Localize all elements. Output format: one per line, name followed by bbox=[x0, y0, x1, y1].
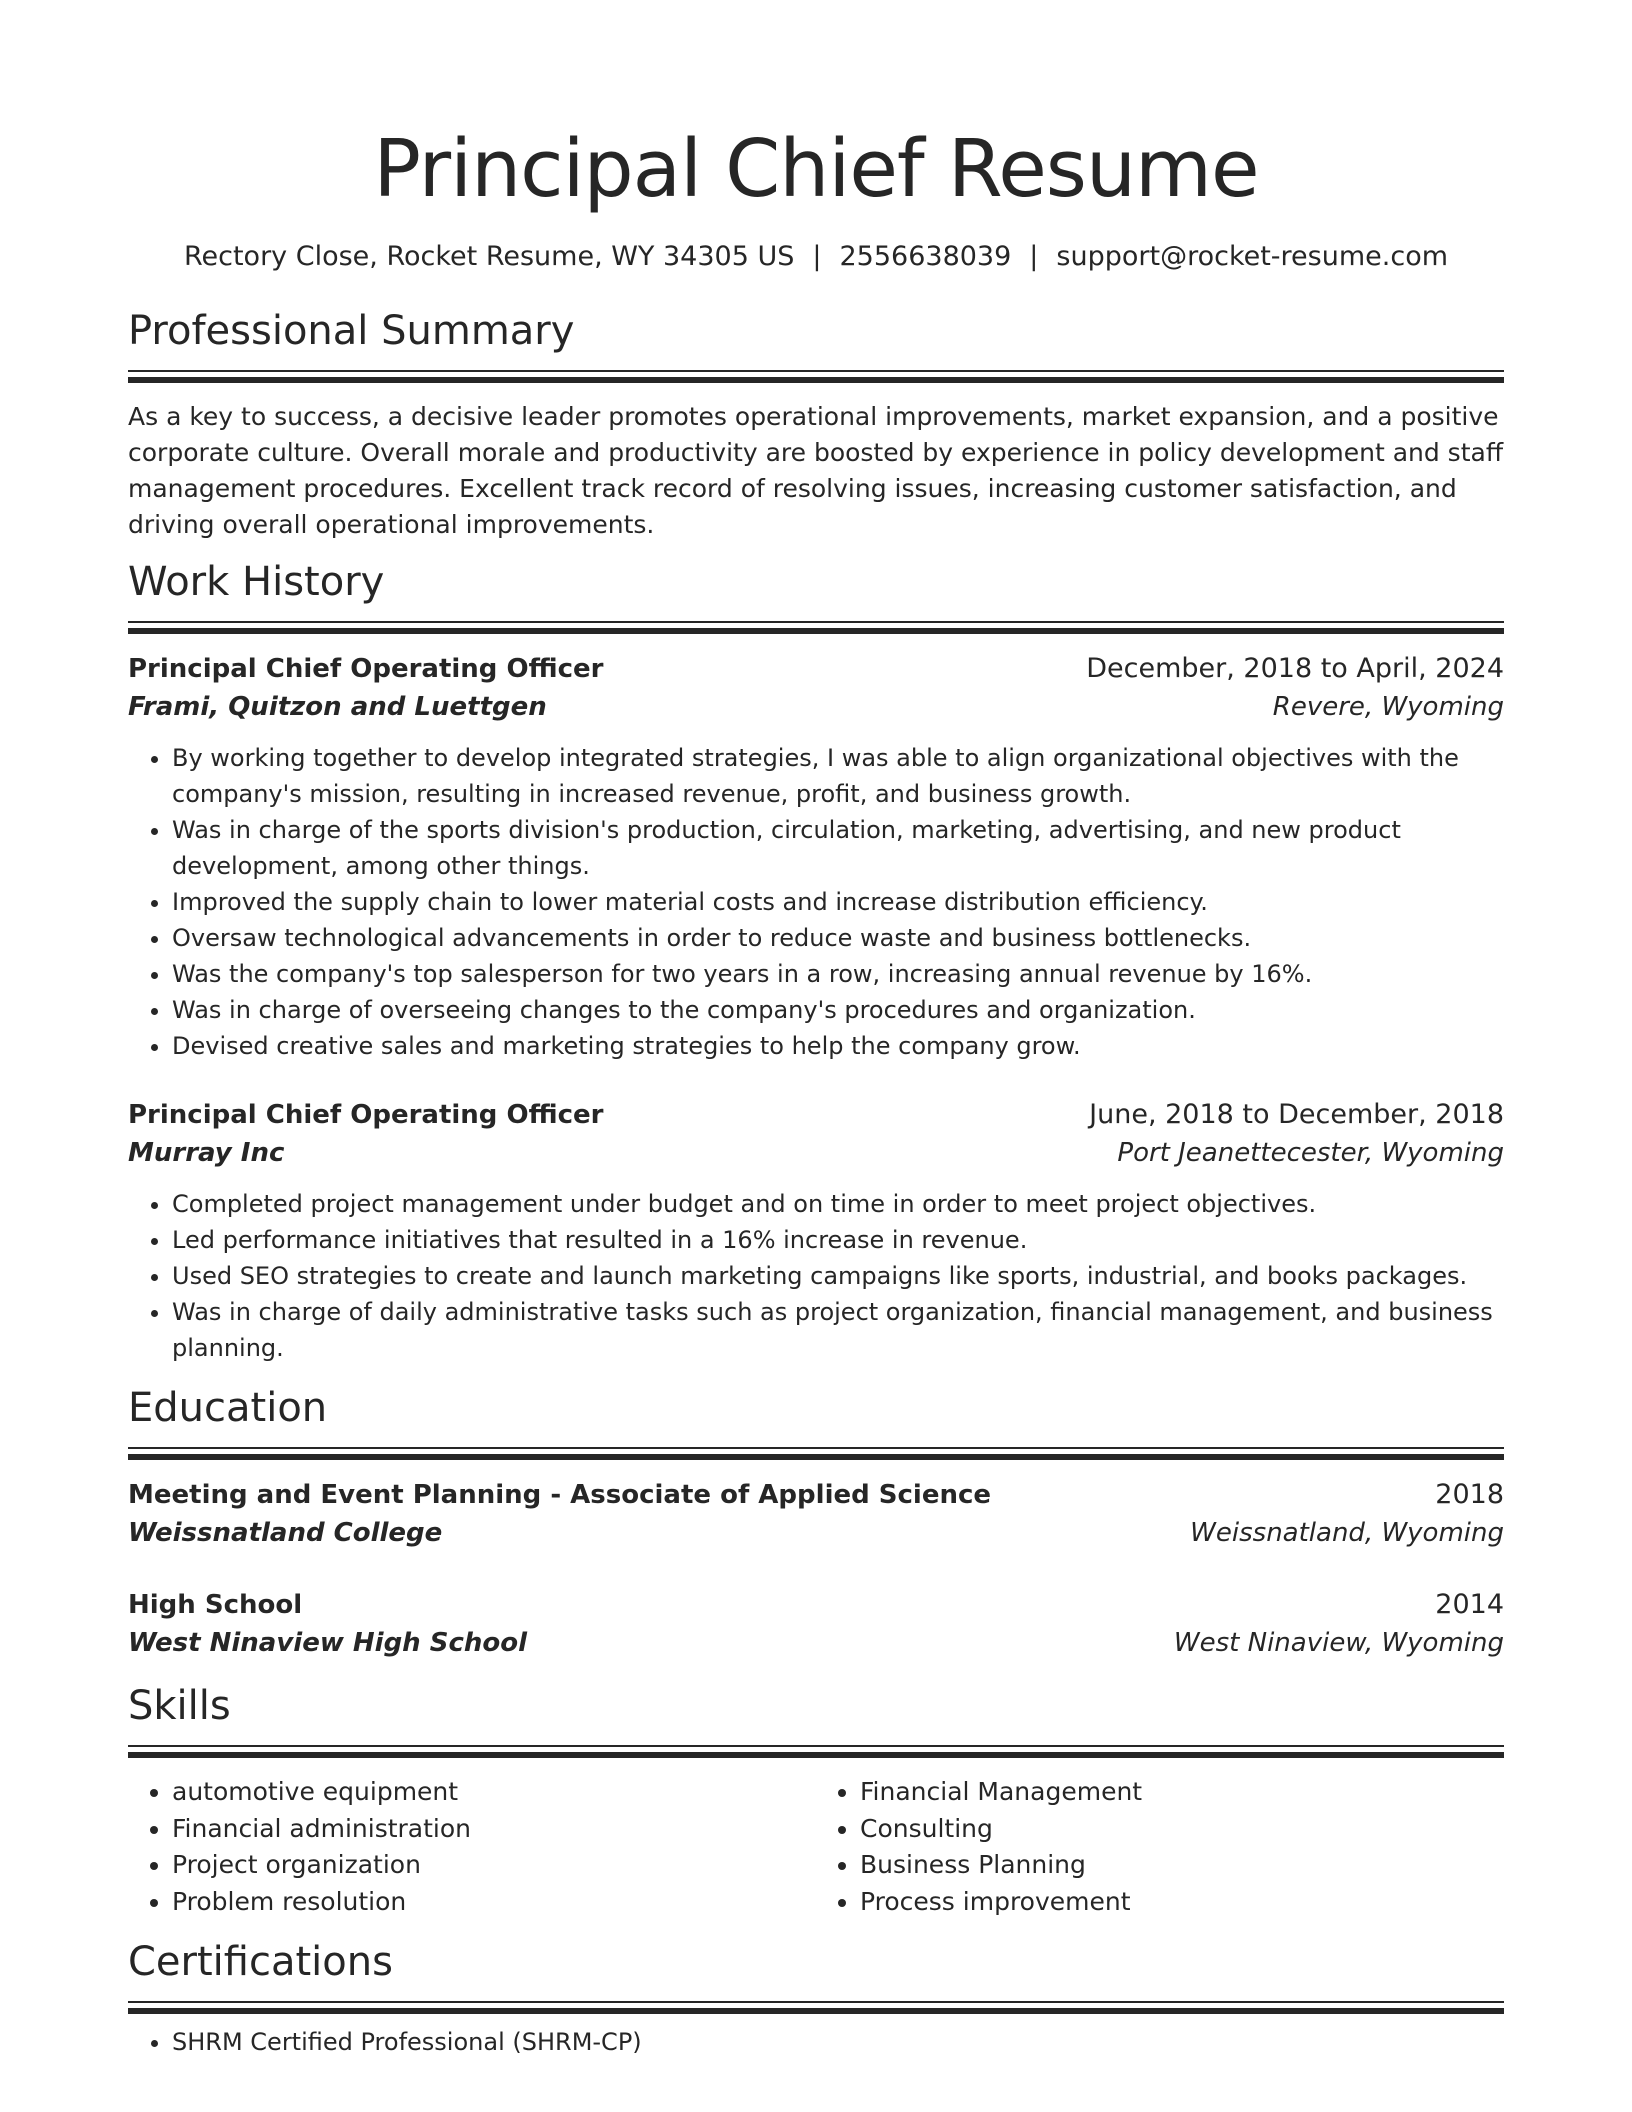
school-location: West Ninaview, Wyoming bbox=[1173, 1628, 1504, 1658]
skill-item: • Financial administration bbox=[172, 1811, 816, 1848]
contact-phone: 2556638039 bbox=[839, 241, 1012, 272]
certifications-section bbox=[128, 1938, 1504, 2060]
summary-section bbox=[128, 307, 1504, 543]
work-history-section bbox=[128, 558, 1504, 1366]
skill-item: • Consulting bbox=[860, 1811, 1504, 1848]
section-divider bbox=[128, 621, 1504, 634]
job-title: Principal Chief Operating Officer bbox=[128, 654, 604, 684]
school-name: West Ninaview High School bbox=[128, 1628, 528, 1658]
skill-item: • Process improvement bbox=[860, 1884, 1504, 1921]
skills-section bbox=[128, 1682, 1504, 1920]
list-item: • Completed project management under budget and on time in order to meet project objectives. bbox=[172, 1186, 1504, 1222]
list-item: • Oversaw technological advancements in order to reduce waste and business bottlenecks. bbox=[172, 920, 1504, 956]
school-name: Weissnatland College bbox=[128, 1518, 443, 1548]
job-location: Port Jeanettecester, Wyoming bbox=[1117, 1138, 1504, 1168]
section-title: Certifications bbox=[128, 1939, 393, 1985]
job-company: Frami, Quitzon and Luettgen bbox=[128, 692, 547, 722]
skills-list-left bbox=[128, 1774, 816, 1920]
section-divider bbox=[128, 1745, 1504, 1758]
resume-name: Principal Chief Resume bbox=[373, 123, 1259, 215]
education-year: 2014 bbox=[1435, 1589, 1504, 1620]
job-entry bbox=[128, 650, 1504, 1064]
section-divider bbox=[128, 2001, 1504, 2014]
list-item: • Devised creative sales and marketing strategies to help the company grow. bbox=[172, 1028, 1504, 1064]
section-title: Work History bbox=[128, 559, 385, 605]
degree-title: Meeting and Event Planning - Associate of Applied Science bbox=[128, 1480, 992, 1510]
job-bullets bbox=[128, 1186, 1504, 1366]
job-bullets bbox=[128, 740, 1504, 1064]
list-item: • Used SEO strategies to create and launch marketing campaigns like sports, industrial, and books packages. bbox=[172, 1258, 1504, 1294]
job-title: Principal Chief Operating Officer bbox=[128, 1100, 604, 1130]
section-title: Skills bbox=[128, 1683, 231, 1729]
list-item: • Led performance initiatives that resulted in a 16% increase in revenue. bbox=[172, 1222, 1504, 1258]
list-item: • Was in charge of the sports division's production, circulation, marketing, advertising, and new product development, among other things. bbox=[172, 812, 1504, 884]
degree-title: High School bbox=[128, 1590, 303, 1620]
school-location: Weissnatland, Wyoming bbox=[1190, 1518, 1504, 1548]
contact-line bbox=[128, 239, 1504, 275]
job-location: Revere, Wyoming bbox=[1272, 692, 1504, 722]
list-item: • Was in charge of overseeing changes to the company's procedures and organization. bbox=[172, 992, 1504, 1028]
job-dates: June, 2018 to December, 2018 bbox=[1089, 1099, 1504, 1130]
education-section bbox=[128, 1384, 1504, 1662]
section-title: Professional Summary bbox=[128, 308, 575, 354]
contact-email: support@rocket-resume.com bbox=[1056, 241, 1449, 272]
contact-separator: | bbox=[812, 241, 822, 272]
certifications-list bbox=[128, 2024, 1504, 2060]
list-item: • Improved the supply chain to lower material costs and increase distribution efficiency. bbox=[172, 884, 1504, 920]
section-divider bbox=[128, 1447, 1504, 1460]
education-entry bbox=[128, 1586, 1504, 1662]
summary-text: As a key to success, a decisive leader promotes operational improvements, market expansion, and a positive corporate culture. Overall morale and productivity are boosted by experience in policy development and staff management procedures. Excellent track record of resolving issues, increasing customer satisfaction, and driving overall operational improvements. bbox=[128, 402, 1504, 539]
section-title: Education bbox=[128, 1385, 328, 1431]
skills-list-right bbox=[816, 1774, 1504, 1920]
list-item: • Was the company's top salesperson for two years in a row, increasing annual revenue by 16%. bbox=[172, 956, 1504, 992]
job-company: Murray Inc bbox=[128, 1138, 285, 1168]
job-entry bbox=[128, 1096, 1504, 1366]
certification-item: • SHRM Certified Professional (SHRM-CP) bbox=[172, 2024, 1504, 2060]
skill-item: • Business Planning bbox=[860, 1847, 1504, 1884]
contact-separator: | bbox=[1029, 241, 1039, 272]
skill-item: • automotive equipment bbox=[172, 1774, 816, 1811]
contact-address: Rectory Close, Rocket Resume, WY 34305 US bbox=[183, 241, 795, 272]
list-item: • By working together to develop integrated strategies, I was able to align organizational objectives with the company's mission, resulting in increased revenue, profit, and business growth. bbox=[172, 740, 1504, 812]
skills-columns bbox=[128, 1774, 1504, 1920]
education-year: 2018 bbox=[1435, 1479, 1504, 1510]
section-divider bbox=[128, 370, 1504, 383]
skill-item: • Problem resolution bbox=[172, 1884, 816, 1921]
job-dates: December, 2018 to April, 2024 bbox=[1086, 653, 1504, 684]
list-item: • Was in charge of daily administrative tasks such as project organization, financial management, and business planning. bbox=[172, 1294, 1504, 1366]
skill-item: • Financial Management bbox=[860, 1774, 1504, 1811]
education-entry bbox=[128, 1476, 1504, 1552]
skill-item: • Project organization bbox=[172, 1847, 816, 1884]
